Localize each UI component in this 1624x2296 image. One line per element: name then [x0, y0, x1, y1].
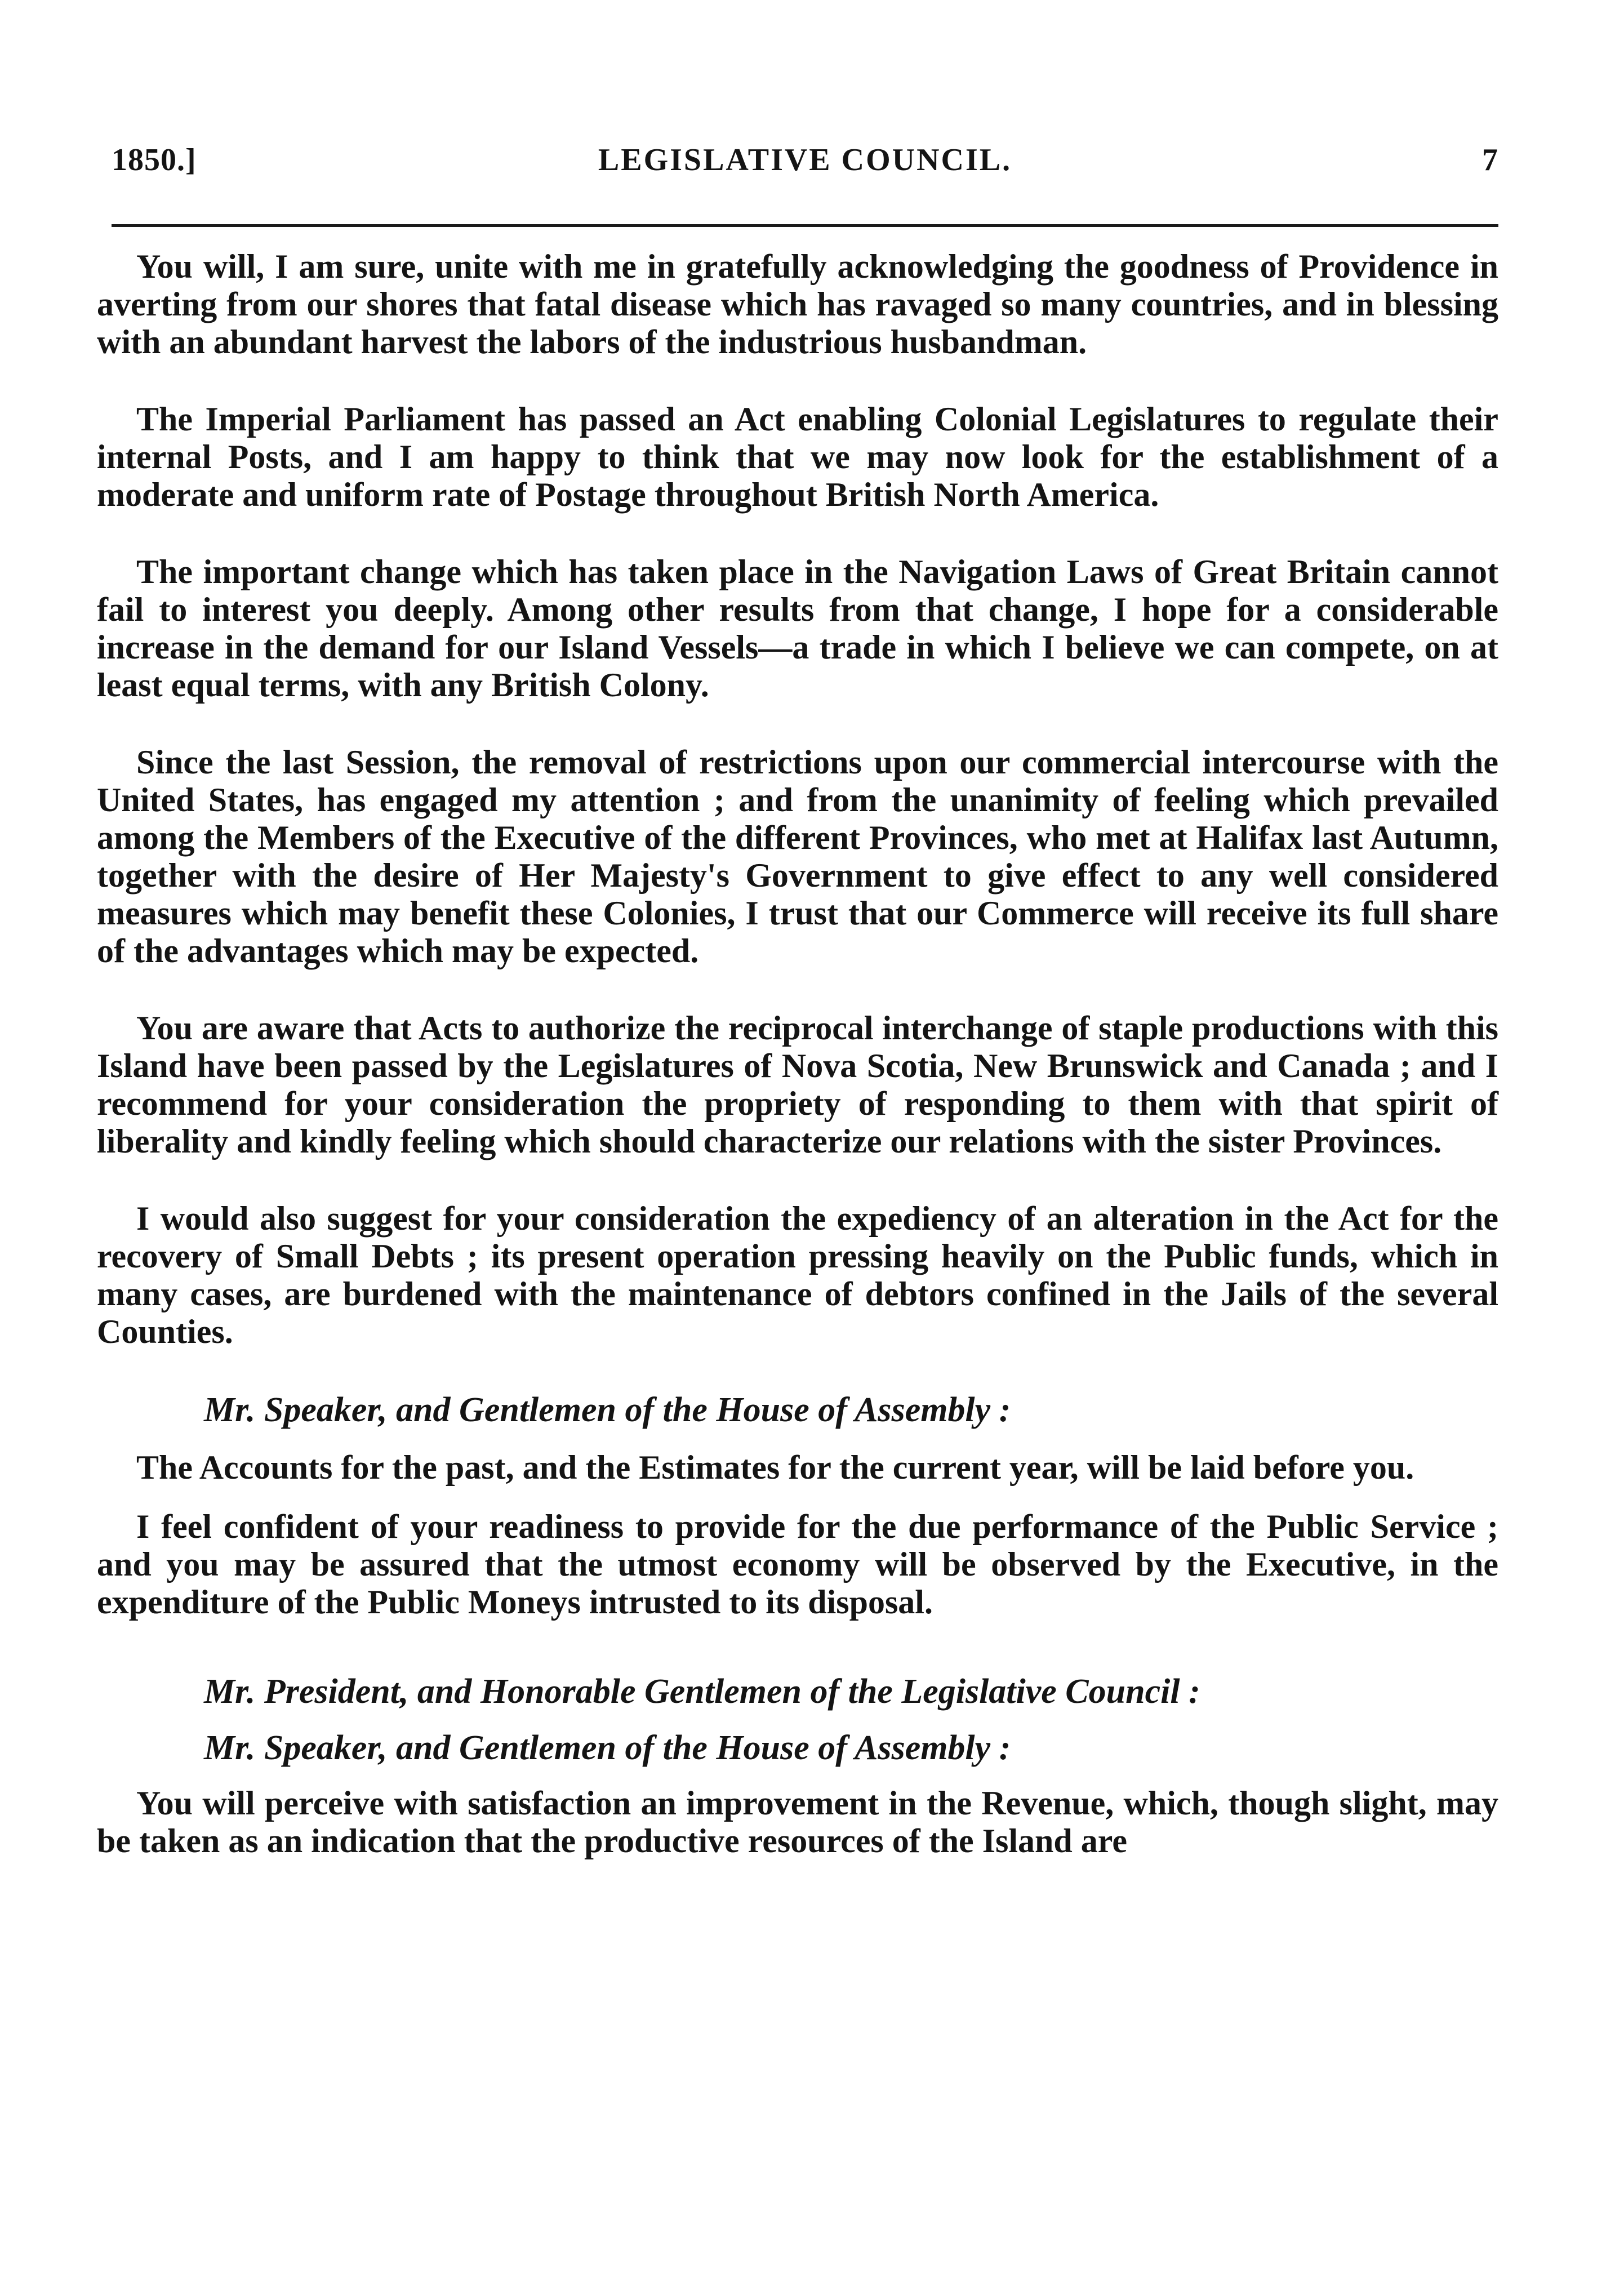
paragraph: Since the last Session, the removal of restrictions upon our commercial intercourse with the United States, has engaged my attention ; and from the unanimity of feeling which prevailed among the Members of the Executive of the different Provinces, who met at Halifax last Autumn, together with the desire of Her Majesty's Government to give effect to any well considered measures which may benefit these Colonies, I trust that our Commerce will receive its full share of the advantages which may be expected.	[97, 744, 1498, 969]
paragraph: The important change which has taken place in the Navigation Laws of Great Britain cannot fail to interest you deeply. Among other results from that change, I hope for a considerable increase in the demand for our Island Vessels—a trade in which I believe we can compete, on at least equal terms, with any British Colony.	[97, 553, 1498, 704]
paragraph: The Imperial Parliament has passed an Act enabling Colonial Legislatures to regulate their internal Posts, and I am happy to think that we may now look for the establishment of a moderate and uniform rate of Postage throughout British North America.	[97, 401, 1498, 513]
page-body	[97, 248, 1498, 1899]
paragraph: I feel confident of your readiness to provide for the due performance of the Public Service ; and you may be assured that the utmost economy will be observed by the Executive, in the expenditure of the Public Moneys intrusted to its disposal.	[97, 1508, 1498, 1621]
header-year: 1850.]	[112, 143, 197, 177]
address-heading-council: Mr. President, and Honorable Gentlemen of the Legislative Council :	[204, 1672, 1200, 1711]
paragraph: You are aware that Acts to authorize the reciprocal interchange of staple productions with this Island have been passed by the Legislatures of Nova Scotia, New Brunswick and Canada ; and I recommend for your consideration the propriety of responding to them with that spirit of liberality and kindly feeling which should characterize our relations with the sister Provinces.	[97, 1009, 1498, 1160]
paragraph: I would also suggest for your consideration the expediency of an alteration in the Act for the recovery of Small Debts ; its present operation pressing heavily on the Public funds, which in many cases, are burdened with the maintenance of debtors confined in the Jails of the several Counties.	[97, 1200, 1498, 1350]
running-header	[112, 131, 1498, 187]
address-heading-assembly: Mr. Speaker, and Gentlemen of the House of Assembly :	[204, 1391, 1011, 1429]
address-heading-assembly-2: Mr. Speaker, and Gentlemen of the House of Assembly :	[204, 1729, 1011, 1767]
paragraph: You will, I am sure, unite with me in gratefully acknowledging the goodness of Providence in averting from our shores that fatal disease which has ravaged so many countries, and in blessing with an abundant harvest the labors of the industrious husbandman.	[97, 248, 1498, 361]
page-number: 7	[1482, 143, 1498, 177]
closing-paragraph: You will perceive with satisfaction an improvement in the Revenue, which, though slight, may be taken as an indication that the productive resources of the Island are	[97, 1785, 1498, 1859]
header-rule	[112, 224, 1498, 227]
paragraph: The Accounts for the past, and the Estimates for the current year, will be laid before you.	[136, 1449, 1414, 1486]
header-title: LEGISLATIVE COUNCIL.	[598, 143, 1012, 177]
